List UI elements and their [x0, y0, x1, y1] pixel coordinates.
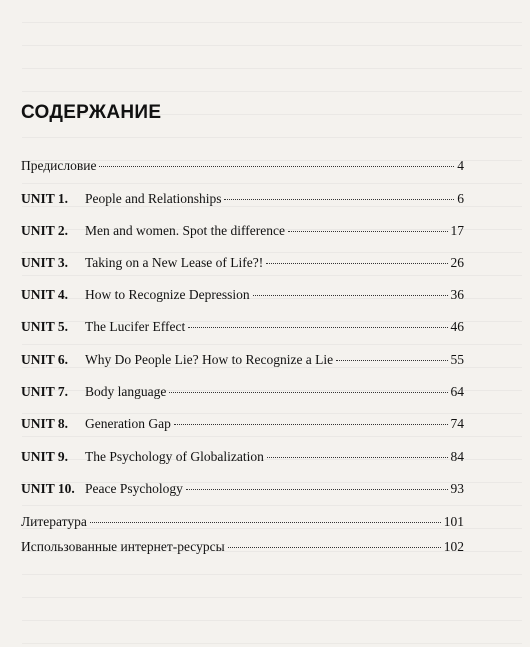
toc-entry-page: 102: [443, 539, 464, 554]
toc-entry-page: 4: [457, 158, 464, 173]
dot-leader: [99, 166, 454, 167]
toc-entry[interactable]: [21, 223, 464, 239]
toc-entry-unit: UNIT 7.: [21, 384, 69, 399]
dot-leader: [228, 547, 441, 548]
toc-entry[interactable]: [21, 255, 464, 271]
toc-entry-page: 93: [450, 481, 464, 496]
toc-entry-unit: UNIT 3.: [21, 255, 69, 270]
dot-leader: [174, 424, 448, 425]
toc-entry-page: 17: [450, 223, 464, 238]
toc-entry-title: Peace Psychology: [85, 481, 183, 496]
toc-entry-page: 74: [450, 416, 464, 431]
toc-entry-unit: UNIT 5.: [21, 319, 69, 334]
toc-entry-unit: UNIT 4.: [21, 287, 69, 302]
toc-entry[interactable]: [21, 539, 464, 555]
toc-entry[interactable]: [21, 352, 464, 368]
toc-entry[interactable]: [21, 481, 464, 497]
toc-entry[interactable]: [21, 449, 464, 465]
toc-entry-unit: UNIT 9.: [21, 449, 69, 464]
toc-entry-title: How to Recognize Depression: [85, 287, 250, 302]
toc-entry-unit: UNIT 8.: [21, 416, 69, 431]
dot-leader: [90, 522, 441, 523]
toc-entry-unit: UNIT 1.: [21, 191, 69, 206]
toc-entry-page: 46: [450, 319, 464, 334]
toc-entry-page: 101: [443, 514, 464, 529]
dot-leader: [224, 199, 454, 200]
toc-entry[interactable]: [21, 416, 464, 432]
toc-entry[interactable]: [21, 191, 464, 207]
toc-entry[interactable]: [21, 158, 464, 174]
toc-entry[interactable]: [21, 319, 464, 335]
dot-leader: [266, 263, 447, 264]
toc-entry-page: 64: [450, 384, 464, 399]
toc-entry-unit: UNIT 2.: [21, 223, 69, 238]
dot-leader: [253, 295, 448, 296]
toc-entry-title: Taking on a New Lease of Life?!: [85, 255, 264, 270]
dot-leader: [336, 360, 447, 361]
toc-entry[interactable]: [21, 384, 464, 400]
toc-entry-title: Men and women. Spot the difference: [85, 223, 285, 238]
toc-entry-title: People and Relationships: [85, 191, 222, 206]
toc-entry-unit: UNIT 10.: [21, 481, 75, 496]
toc-entry-title: Использованные интернет-ресурсы: [21, 539, 225, 554]
page-title: СОДЕРЖАНИЕ: [21, 102, 162, 123]
toc-entry-title: Body language: [85, 384, 167, 399]
dot-leader: [267, 457, 448, 458]
dot-leader: [169, 392, 447, 393]
toc-entry-page: 26: [450, 255, 464, 270]
dot-leader: [186, 489, 448, 490]
toc-entry-title: Предисловие: [21, 158, 97, 173]
toc-entry-page: 55: [450, 352, 464, 367]
toc-entry-title: Generation Gap: [85, 416, 171, 431]
toc-entry-title: Литература: [21, 514, 87, 529]
toc-entry-page: 84: [450, 449, 464, 464]
toc-entry-title: The Lucifer Effect: [85, 319, 186, 334]
toc-entry[interactable]: [21, 287, 464, 303]
toc-entry-page: 6: [457, 191, 464, 206]
toc-entry-page: 36: [450, 287, 464, 302]
dot-leader: [188, 327, 447, 328]
dot-leader: [288, 231, 448, 232]
toc-entry-title: The Psychology of Globalization: [85, 449, 264, 464]
toc-entry-title: Why Do People Lie? How to Recognize a Lie: [85, 352, 334, 367]
toc-entry[interactable]: [21, 514, 464, 530]
toc-entry-unit: UNIT 6.: [21, 352, 69, 367]
